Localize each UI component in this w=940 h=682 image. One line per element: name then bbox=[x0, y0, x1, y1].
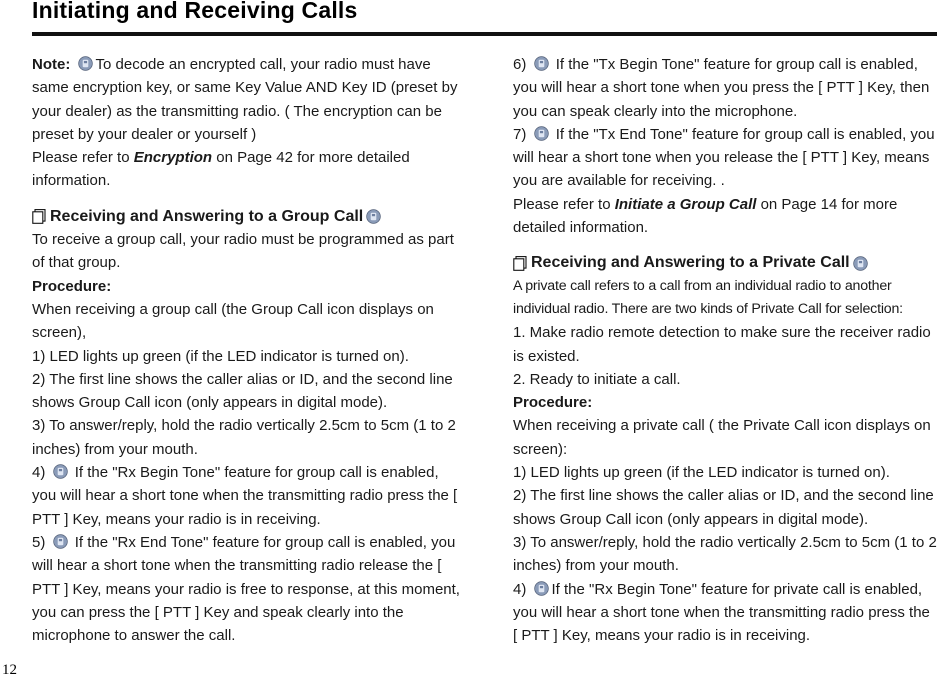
private-call-intro: A private call refers to a call from an individual radio to another individual radio. There are two kinds of Private Call for selection: bbox=[513, 277, 903, 317]
refer-prefix: Please refer to bbox=[513, 195, 615, 213]
radio-mode-icon bbox=[534, 56, 549, 71]
document-icon bbox=[513, 256, 527, 271]
radio-mode-icon bbox=[53, 464, 68, 479]
step-2: 2) The first line shows the caller alias or ID, and the second line shows Group Call icon (only appears in digital mode). bbox=[513, 487, 934, 528]
step-1: 1) LED lights up green (if the LED indicator is turned on). bbox=[513, 464, 890, 482]
page-number: 12 bbox=[2, 662, 17, 678]
procedure-intro: When receiving a group call (the Group Call icon displays on screen), bbox=[32, 300, 434, 342]
initiate-group-call-link[interactable]: Initiate a Group Call bbox=[614, 195, 757, 213]
note-paragraph bbox=[32, 53, 460, 146]
radio-mode-icon bbox=[53, 534, 68, 549]
step-text: If the "Rx Begin Tone" feature for private call is enabled, you will hear a short tone when the transmitting radio press the [ PTT ] Key, means your radio is in receiving. bbox=[513, 580, 930, 645]
refer-suffix: on Page 42 for more detailed information. bbox=[32, 149, 410, 190]
encryption-reference bbox=[32, 146, 460, 193]
private-call-heading-text: Receiving and Answering to a Private Call bbox=[531, 254, 850, 272]
page-title: Initiating and Receiving Calls bbox=[32, 0, 358, 23]
group-call-heading bbox=[32, 205, 460, 228]
step-3: 3) To answer/reply, hold the radio vertically 2.5cm to 5cm (1 to 2 inches) from your mouth. bbox=[513, 533, 937, 575]
document-icon bbox=[32, 209, 46, 224]
refer-suffix: on Page 14 for more detailed information. bbox=[513, 195, 898, 237]
procedure-intro: When receiving a private call ( the Private Call icon displays on screen): bbox=[513, 417, 931, 458]
step-2: 2) The first line shows the caller alias or ID, and the second line shows Group Call icon (only appears in digital mode). bbox=[32, 370, 453, 412]
radio-mode-icon bbox=[853, 256, 868, 271]
title-rule bbox=[32, 32, 937, 36]
step-number: 4) bbox=[513, 580, 527, 598]
step-number: 5) bbox=[32, 533, 46, 551]
step-text: If the "Rx End Tone" feature for group call is enabled, you will hear a short tone when the transmitting radio release the [ PTT ] Key, means your radio is free to response, at this moment, you can press the [ PTT ] Key and speak clearly into the microphone to answer the call. bbox=[32, 533, 460, 645]
group-call-reference bbox=[513, 193, 938, 240]
step-number: 7) bbox=[513, 125, 527, 143]
step-4 bbox=[32, 461, 460, 531]
radio-mode-icon bbox=[78, 56, 93, 71]
procedure-label: Procedure: bbox=[32, 277, 112, 295]
radio-mode-icon bbox=[534, 126, 549, 141]
note-label: Note: bbox=[32, 56, 71, 73]
step-6 bbox=[513, 53, 938, 123]
step-4 bbox=[513, 578, 938, 648]
radio-mode-icon bbox=[366, 209, 381, 224]
group-call-heading-text: Receiving and Answering to a Group Call bbox=[50, 207, 364, 225]
step-number: 6) bbox=[513, 56, 527, 73]
step-number: 4) bbox=[32, 464, 46, 482]
refer-prefix: Please refer to bbox=[32, 149, 134, 167]
group-call-intro: To receive a group call, your radio must be programmed as part of that group. bbox=[32, 231, 454, 272]
step-1: 1) LED lights up green (if the LED indicator is turned on). bbox=[32, 347, 409, 365]
left-column bbox=[32, 53, 460, 647]
procedure-label: Procedure: bbox=[513, 394, 593, 412]
step-text: If the "Rx Begin Tone" feature for group call is enabled, you will hear a short tone when the transmitting radio press the [ PTT ] Key, means your radio is in receiving. bbox=[32, 464, 458, 528]
radio-mode-icon bbox=[534, 581, 549, 596]
encryption-link[interactable]: Encryption bbox=[133, 149, 213, 167]
step-text: If the "Tx Begin Tone" feature for group call is enabled, you will hear a short tone when you press the [ PTT ] Key, then you can speak clearly into the microphone. bbox=[513, 56, 930, 120]
option-2: 2. Ready to initiate a call. bbox=[513, 370, 681, 388]
right-column bbox=[513, 53, 938, 647]
option-1: 1. Make radio remote detection to make sure the receiver radio is existed. bbox=[513, 324, 931, 365]
private-call-heading bbox=[513, 251, 938, 274]
step-3: 3) To answer/reply, hold the radio vertically 2.5cm to 5cm (1 to 2 inches) from your mouth. bbox=[32, 417, 456, 458]
step-5 bbox=[32, 531, 460, 647]
step-text: If the "Tx End Tone" feature for group call is enabled, you will hear a short tone when you release the [ PTT ] Key, means you are available for receiving. . bbox=[513, 125, 935, 190]
note-text: To decode an encrypted call, your radio must have same encryption key, or same Key Value AND Key ID (preset by your dealer) as the transmitting radio. ( The encryption can be preset by your dealer or yourself ) bbox=[32, 56, 458, 143]
step-7 bbox=[513, 123, 938, 193]
